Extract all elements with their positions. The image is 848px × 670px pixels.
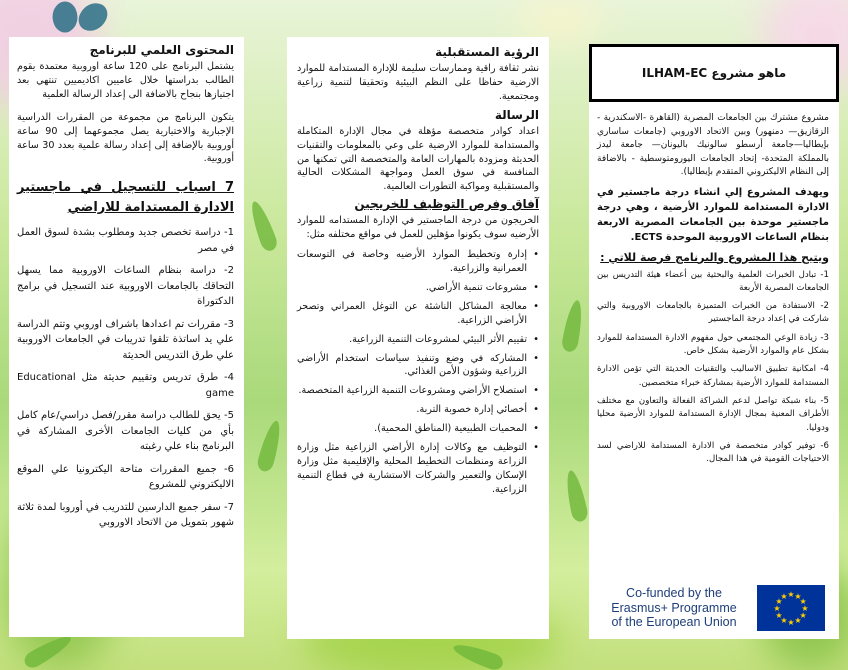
reasons-list (17, 225, 234, 531)
list-item: 2- دراسة بنظام الساعات الاوروبية مما يسهل التحاقك بالجامعات الاوروبية عند التسجيل في برامج الدكتوراة (17, 265, 234, 308)
list-item: 1- تبادل الخبرات العلمية والبحثية بين أعضاء هيئة التدريس بين الجامعات المصرية الأربعة (597, 269, 829, 293)
panel-project-overview (589, 44, 839, 639)
eu-star-icon: ★ (775, 611, 783, 620)
project-title-box (589, 44, 839, 102)
mission-text: اعداد كوادر متخصصة مؤهلة في مجال الإدارة المتكاملة والمستدامة للموارد الارضية على وعي بالمعلومات والتقنيات الحديثة ومزودة بالمهارات العامة والمتخصصة التي تمكنها من المنافسة في سوق العمل ومواجهة المشكلات الحالية والمستقبلية ومواكبة التطورات العالمية. (297, 125, 539, 193)
eu-star-icon: ★ (775, 597, 783, 606)
eu-star-icon: ★ (787, 618, 795, 627)
list-item: • أخصائي إدارة خصوبة التربة. (297, 403, 527, 417)
results-title: ويتيح هذا المشروع والبرنامج فرصة للاتي : (600, 250, 829, 264)
list-item: • المحميات الطبيعية (المناطق المحمية). (297, 422, 527, 436)
project-title: ماهو مشروع ILHAM-EC (641, 66, 787, 80)
list-item: 3- مقررات تم اعدادها باشراف اوروبي وتتم الدراسة علي يد اساتذة تلقوا تدريبات في الجامعات الاوروبية علي طرق التدريس الحديثة (17, 318, 234, 361)
list-item: 3- زيادة الوعي المجتمعي حول مفهوم الادارة المستدامة للموارد بشكل عام والموارد الأرضية بشكل خاص. (597, 332, 829, 357)
vision-title: الرؤية المستقبلية (435, 45, 539, 59)
eu-star-icon: ★ (780, 616, 788, 626)
eu-star-icon: ★ (794, 591, 802, 601)
eu-line-3: of the European Union (611, 615, 737, 630)
eu-star-icon: ★ (799, 597, 807, 606)
butterfly-image (52, 0, 112, 34)
project-intro: مشروع مشترك بين الجامعات المصرية (القاهرة -الاسكندرية - الزقازيق— دمنهور) وبين الاتحاد الاوروبي (جامعات ساساري بإيطاليا—جامعة أرسطو سالونيك باليونان— جامعة ليدز بالمملكة المتحدة- إتحاد الجامعات اليورومتوسطية - بالاضافة إلى النظام الاليكتروني المتقدم بإيطاليا). (597, 113, 829, 177)
mission-title: الرسالة (494, 107, 539, 122)
jobs-list (297, 248, 539, 497)
panel-program-content (9, 37, 244, 637)
list-item: 6- توفير كوادر متخصصة في الادارة المستدامة للاراضي لسد الاحتياجات القومية في هذا المجال. (597, 440, 829, 465)
eu-cofunding-text (599, 586, 749, 630)
list-item: • معالجة المشاكل الناشئة عن التوغل العمراني وتصحر الأراضي الزراعية. (297, 300, 527, 328)
panel-vision-mission (287, 37, 549, 639)
list-item: 5- يحق للطالب دراسة مقرر/فصل دراسي/عام كامل بأي من كليات الجامعات الأخرى المشاركة في البرنامج بناء علي رغبته (17, 410, 234, 453)
eu-star-icon: ★ (801, 604, 809, 613)
jobs-title: آفاق وفرص التوظيف للخريجين (354, 197, 539, 212)
vision-text: نشر ثقافة راقية وممارسات سليمة للإدارة المستدامة للموارد الارضية حفاظا على النظم البيئية وتحقيقا لتنمية زراعية ومجتمعية. (297, 63, 539, 102)
eu-star-icon: ★ (787, 590, 795, 599)
list-item: 7- سفر جميع الدارسين للتدريب في أوروبا لمدة ثلاثة شهور بتمويل من الاتحاد الاوروبي (17, 501, 234, 529)
eu-star-icon: ★ (794, 616, 802, 626)
eu-flag-icon (757, 585, 825, 631)
eu-star-icon: ★ (799, 611, 807, 620)
jobs-intro: الخريجون من درجة الماجستير في الإدارة المستدامه للموارد الأرضيه سوف يكونوا مؤهلين للعمل في مواقع مختلفه مثل: (297, 215, 539, 241)
list-item: 4- طرق تدريس وتقييم حديثة مثل Educational game (17, 372, 234, 399)
list-item: • مشروعات تنمية الأراضي. (297, 281, 527, 295)
list-item: • التوظيف مع وكالات إدارة الأراضي الزراعية مثل وزارة الزراعة ومنظمات التخطيط المحلية والإقليمية مثل وزارة الإسكان والتعمير والشركات الاستشارية في قطاع التنمية الزراعية. (297, 441, 527, 497)
list-item: 5- بناء شبكة تواصل لدعم الشراكة الفعالة والتعاون مع مختلف الأطراف المعنية بمجال الإدارة المستدامة للموارد الأرضية محليا ودوليا. (597, 396, 829, 433)
content-title: المحتوى العلمي للبرنامج (89, 43, 234, 57)
list-item: 1- دراسة تخصص جديد ومطلوب بشدة لسوق العمل في مصر (17, 227, 234, 254)
results-list (597, 269, 829, 467)
eu-star-icon: ★ (780, 591, 788, 601)
eu-line-2: Erasmus+ Programme (611, 600, 737, 615)
eu-star-icon: ★ (773, 604, 781, 613)
project-aim: ويهدف المشروع إلي انشاء درجة ماجستير في الادارة المستدامة للموارد الأرضية ، وهي درجة ماجستير موحدة بين الجامعات المصرية الاربعة بنظام الساعات الاوروبية الموحدة ECTS. (597, 186, 829, 243)
list-item: 2- الاستفادة من الخبرات المتميزة بالجامعات الاوروبية والتي شاركت في إعداد درجة الماجستير (597, 301, 829, 325)
list-item: • تقييم الأثر البيئي لمشروعات التنمية الزراعية. (297, 333, 527, 347)
list-item: • إدارة وتخطيط الموارد الأرضيه وخاصة في التوسعات العمرانية والزراعية. (297, 248, 527, 276)
list-item: 4- امكانية تطبيق الاساليب والتقنيات الحديثة التي تؤمن الادارة المستدامة للموارد الأرضية بمشاركة خبراء متخصصين. (597, 364, 829, 388)
list-item: • المشاركه في وضع وتنفيذ سياسات استخدام الأراضي الزراعية وشؤون الأمن الغذائي. (297, 352, 527, 380)
content-paragraph-2: يتكون البرنامج من مجموعة من المقررات الدراسية الإجبارية والاختيارية يصل مجموعهما إلى 90 ساعة أوروبية بالإضافة إلى إعداد رسالة علمية بعدد 30 ساعة أوروبية. (17, 111, 234, 165)
content-paragraph-1: يشتمل البرنامج على 120 ساعة اوروبية معتمدة يقوم الطالب بدراستها خلال عاميين اكاديميين تنتهي بعد اجتيازها بنجاح بالاضافة الى إعداد الرسالة العلمية (17, 61, 234, 100)
eu-cofunding-banner (589, 577, 839, 639)
reasons-title: 7 اسباب للتسجيل في ماجستير الادارة المستدامة للاراضي (17, 180, 234, 215)
list-item: • استصلاح الأراضي ومشروعات التنمية الزراعية المتخصصة. (297, 384, 527, 398)
list-item: 6- جميع المقررات متاحة اليكترونيا علي الموقع الاليكتروني للمشروع (17, 463, 234, 491)
eu-line-1: Co-funded by the (626, 585, 722, 600)
